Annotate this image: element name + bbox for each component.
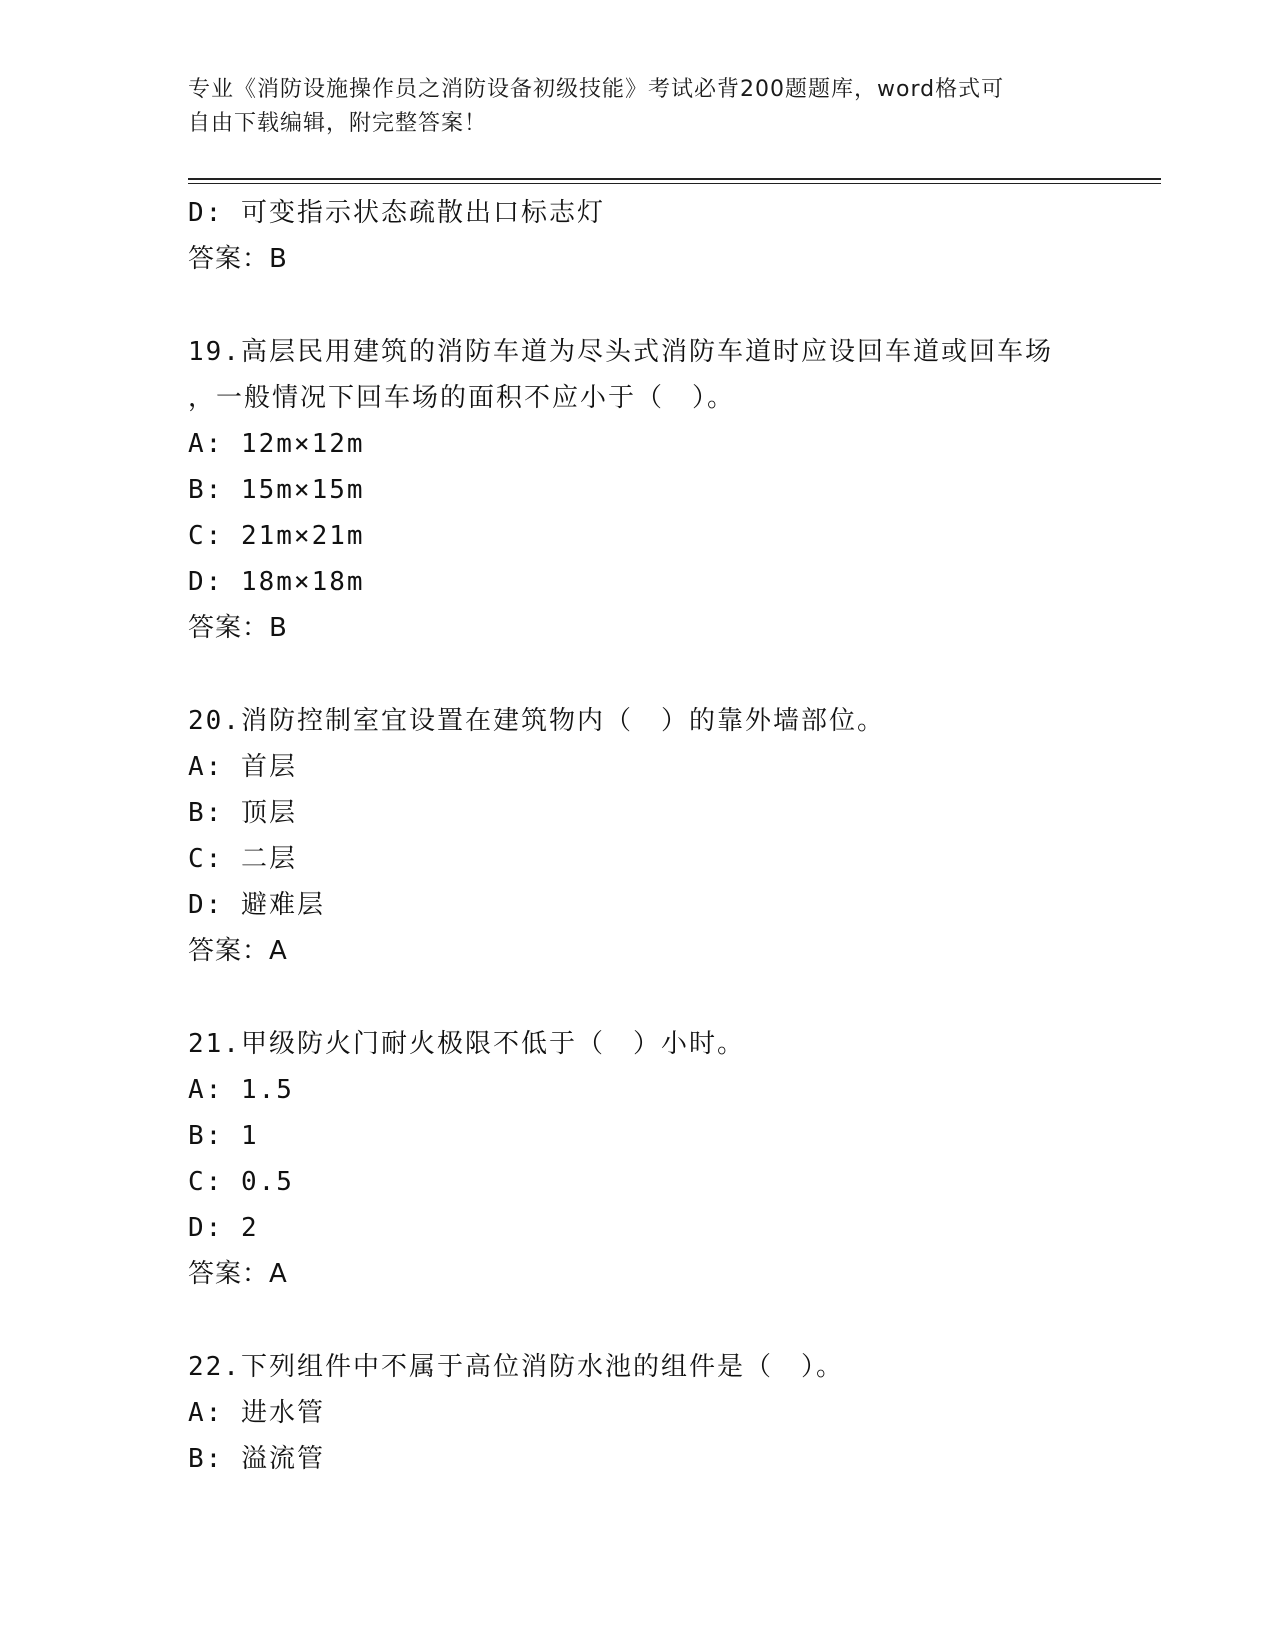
question-21-option-b: B: 1: [188, 1121, 259, 1151]
question-21-option-d: D: 2: [188, 1213, 259, 1243]
document-header: [188, 73, 1088, 141]
question-19-option-b: B: 15m×15m: [188, 475, 365, 505]
question-21-stem: 21.甲级防火门耐火极限不低于（ ）小时。: [188, 1029, 745, 1059]
header-divider-thin: [188, 183, 1161, 184]
question-20-answer: 答案：A: [188, 936, 288, 966]
question-19-stem-line-1: 19.高层民用建筑的消防车道为尽头式消防车道时应设回车道或回车场: [188, 337, 1053, 367]
question-20-option-a: A: 首层: [188, 752, 297, 782]
question-22-option-a: A: 进水管: [188, 1398, 325, 1428]
spacer: [188, 1297, 1161, 1344]
question-list: [188, 190, 1161, 1482]
question-19-option-c: C: 21m×21m: [188, 521, 365, 551]
option-d: D: 可变指示状态疏散出口标志灯: [188, 198, 605, 228]
header-line-2: 自由下载编辑，附完整答案！: [188, 111, 488, 136]
question-22-stem: 22.下列组件中不属于高位消防水池的组件是（ ）。: [188, 1352, 844, 1382]
question-22-option-b: B: 溢流管: [188, 1444, 325, 1474]
question-19-option-d: D: 18m×18m: [188, 567, 365, 597]
header-divider-thick: [188, 178, 1161, 180]
question-19-stem-line-2: ，一般情况下回车场的面积不应小于（ ）。: [188, 383, 736, 413]
spacer: [188, 974, 1161, 1021]
question-19-answer: 答案：B: [188, 613, 288, 643]
spacer: [188, 282, 1161, 329]
question-20-option-c: C: 二层: [188, 844, 297, 874]
question-20-option-d: D: 避难层: [188, 890, 325, 920]
answer-label: 答案：B: [188, 244, 288, 274]
question-21-option-a: A: 1.5: [188, 1075, 294, 1105]
question-20-stem: 20.消防控制室宜设置在建筑物内（ ）的靠外墙部位。: [188, 706, 885, 736]
spacer: [188, 651, 1161, 698]
question-21-option-c: C: 0.5: [188, 1167, 294, 1197]
header-line-1: 专业《消防设施操作员之消防设备初级技能》考试必背200题题库，word格式可: [188, 77, 1005, 102]
question-21-answer: 答案：A: [188, 1259, 288, 1289]
question-19-option-a: A: 12m×12m: [188, 429, 365, 459]
question-20-option-b: B: 顶层: [188, 798, 297, 828]
